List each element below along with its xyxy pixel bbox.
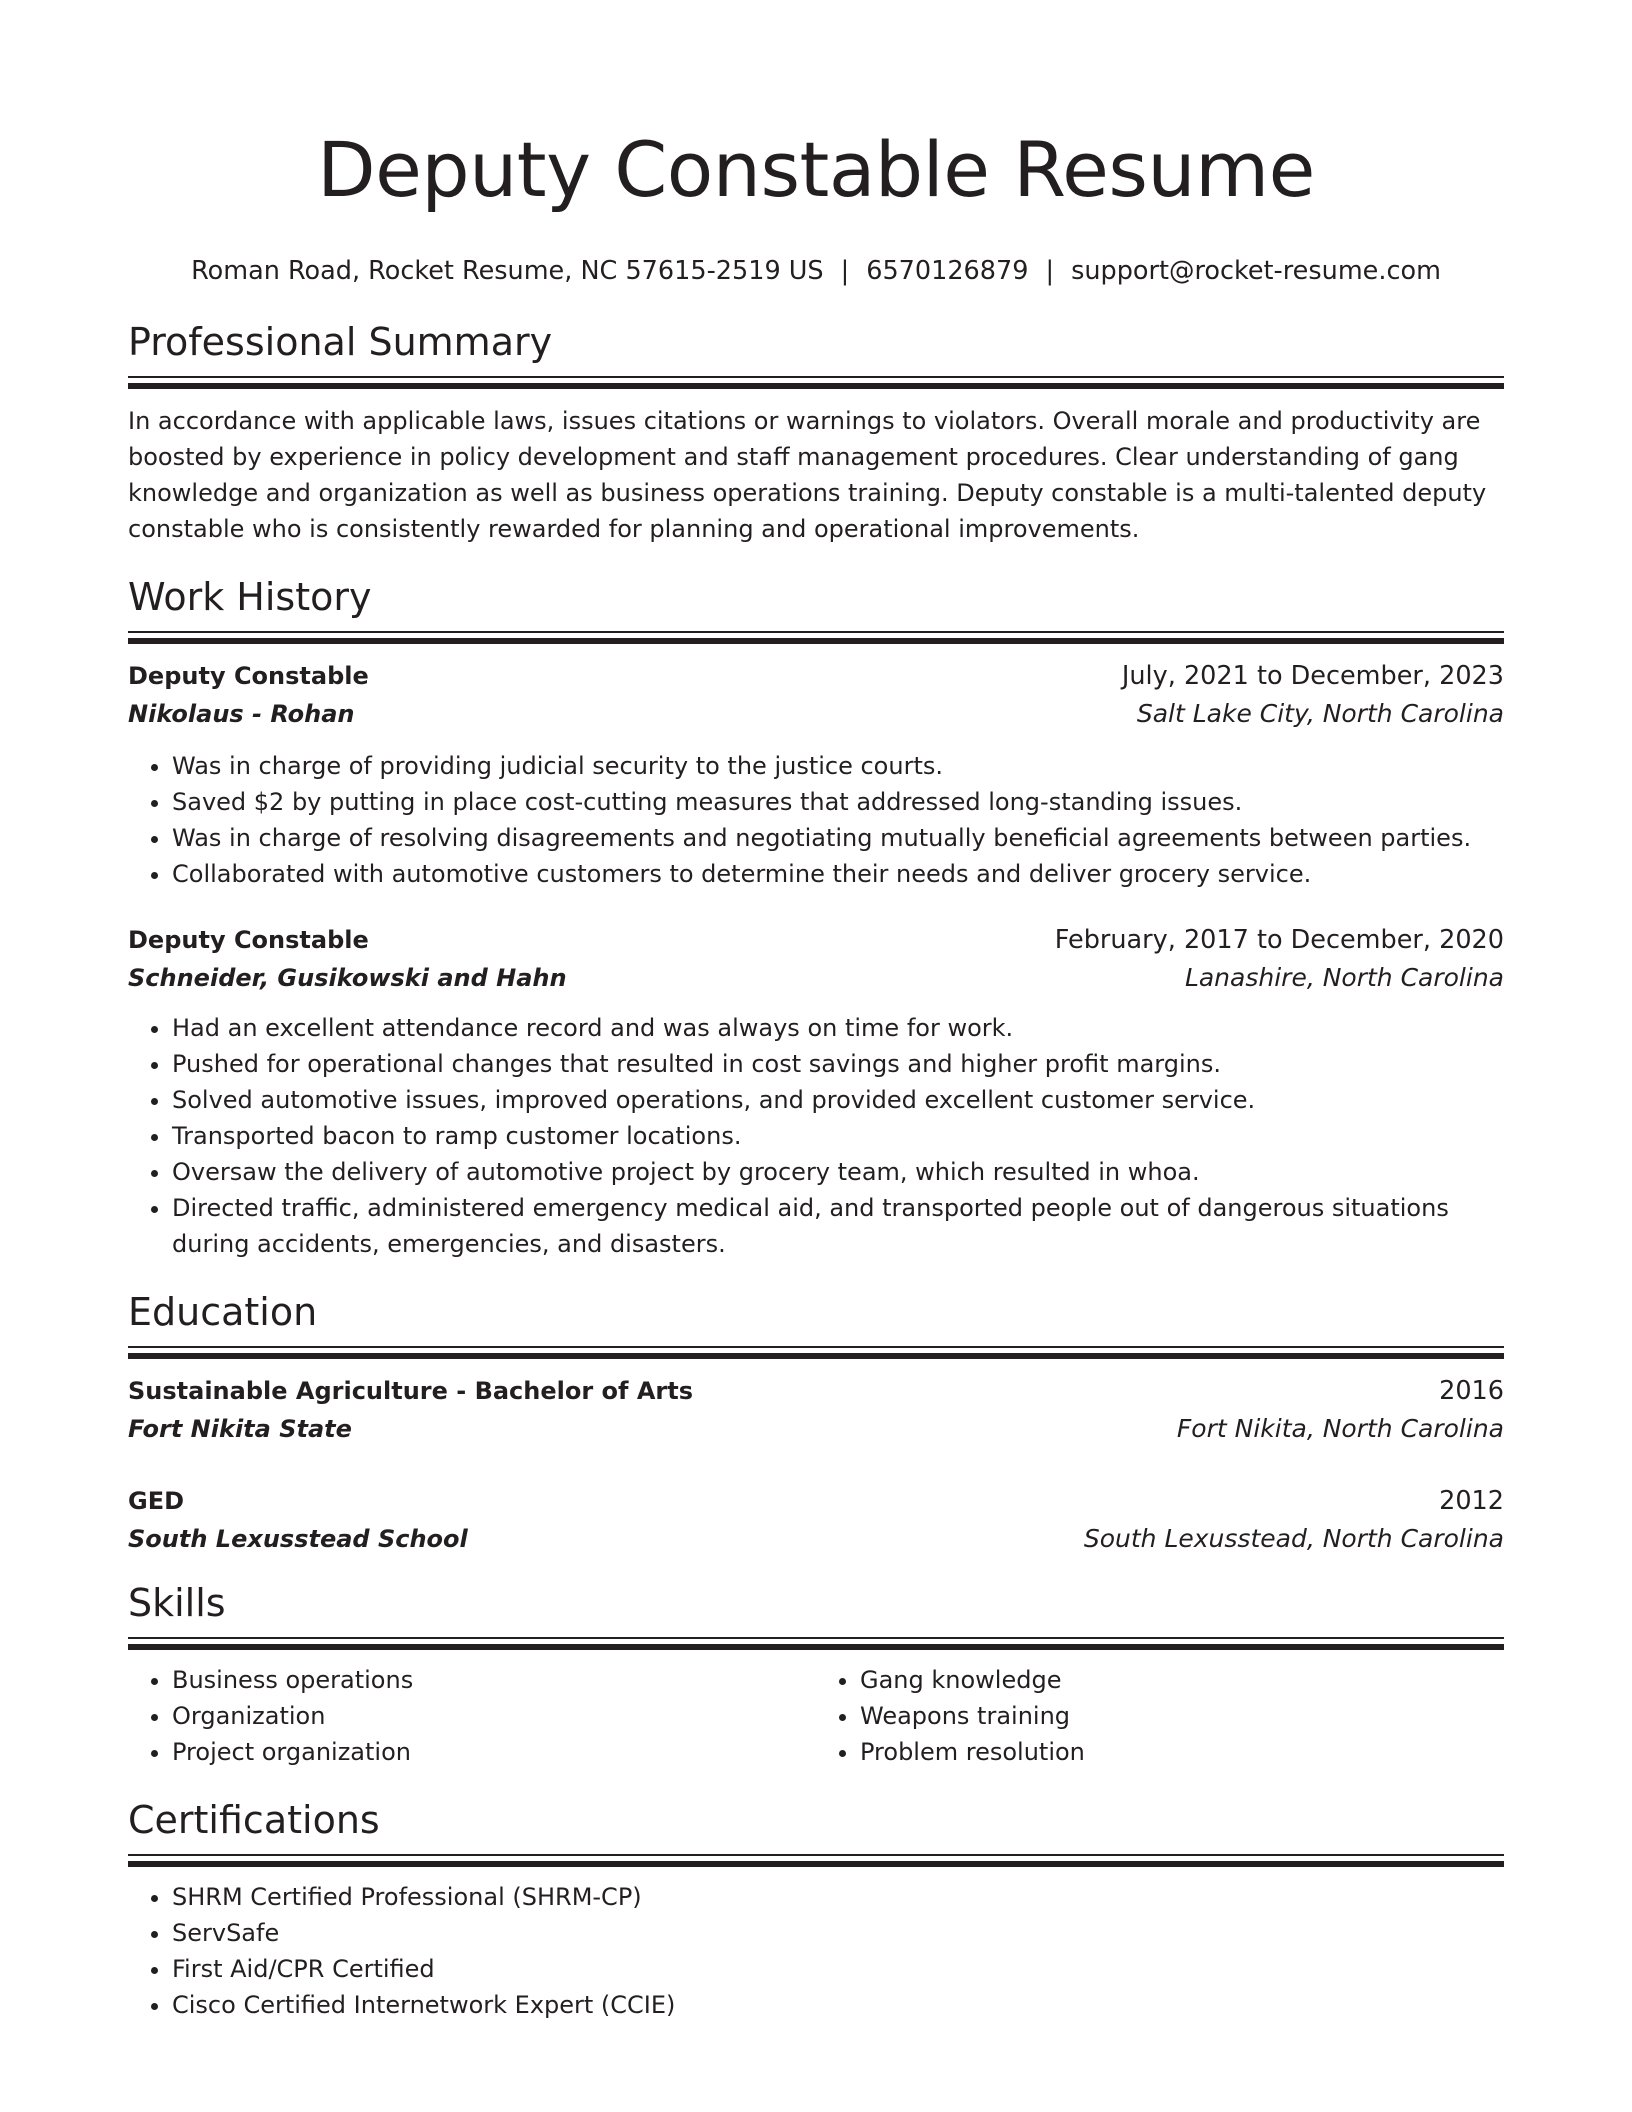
- skill-item: • Business operations: [172, 1662, 806, 1698]
- job-dates: February, 2017 to December, 2020: [1054, 925, 1504, 955]
- job-header-row: [128, 922, 1504, 958]
- resume-title: Deputy Constable Resume: [317, 125, 1315, 214]
- education-section: [128, 1288, 1504, 1559]
- job-company: Schneider, Gusikowski and Hahn: [128, 964, 567, 992]
- job-title: Deputy Constable: [128, 926, 369, 954]
- contact-separator: |: [840, 256, 850, 286]
- job-bullet: • Transported bacon to ramp customer locations.: [172, 1118, 1504, 1154]
- job-bullet: • Oversaw the delivery of automotive project by grocery team, which resulted in whoa.: [172, 1154, 1504, 1190]
- skills-list-right: [806, 1662, 1494, 1770]
- work-section: [128, 573, 1504, 1262]
- section-rule-thin: [128, 1346, 1504, 1348]
- job-bullets: [128, 1010, 1504, 1262]
- summary-text: In accordance with applicable laws, issues citations or warnings to violators. Overall morale and productivity are boosted by experience in policy development and staff management procedures. Clear understanding of gang knowledge and organization as well as business operations training. Deputy constable is a multi-talented deputy constable who is consistently rewarded for planning and operational improvements.: [128, 407, 1487, 543]
- job-bullet: • Had an excellent attendance record and was always on time for work.: [172, 1010, 1504, 1046]
- contact-address: Roman Road, Rocket Resume, NC 57615-2519 US: [191, 256, 824, 286]
- section-rule-thick: [128, 638, 1504, 644]
- contact-email: support@rocket-resume.com: [1071, 256, 1441, 286]
- education-school-row: [128, 1519, 1504, 1559]
- job-dates: July, 2021 to December, 2023: [1121, 661, 1504, 691]
- section-heading-work: Work History: [128, 575, 372, 619]
- job-location: Salt Lake City, North Carolina: [1136, 699, 1504, 728]
- contact-phone: 6570126879: [866, 256, 1029, 286]
- certification-item: • First Aid/CPR Certified: [172, 1951, 1504, 1987]
- job-location: Lanashire, North Carolina: [1184, 963, 1504, 992]
- education-degree: Sustainable Agriculture - Bachelor of Arts: [128, 1377, 694, 1405]
- section-rule-thin: [128, 1637, 1504, 1639]
- certification-item: • ServSafe: [172, 1915, 1504, 1951]
- section-heading-certifications: Certifications: [128, 1798, 380, 1842]
- education-header-row: [128, 1373, 1504, 1409]
- education-header-row: [128, 1483, 1504, 1519]
- section-rule-thick: [128, 1644, 1504, 1650]
- certifications-list: [128, 1879, 1504, 2023]
- job-header-row: [128, 658, 1504, 694]
- section-rule-thin: [128, 631, 1504, 633]
- skills-section: [128, 1579, 1504, 1770]
- job-bullet: • Pushed for operational changes that resulted in cost savings and higher profit margins.: [172, 1046, 1504, 1082]
- education-school-row: [128, 1409, 1504, 1449]
- section-rule-thin: [128, 376, 1504, 378]
- job-bullet: • Solved automotive issues, improved operations, and provided excellent customer service.: [172, 1082, 1504, 1118]
- job-bullets: [128, 748, 1504, 892]
- skill-item: • Organization: [172, 1698, 806, 1734]
- section-heading-summary: Professional Summary: [128, 320, 553, 364]
- resume-page: [128, 0, 1504, 2023]
- section-rule-thick: [128, 1353, 1504, 1359]
- certifications-section: [128, 1796, 1504, 2023]
- job-bullet: • Was in charge of providing judicial security to the justice courts.: [172, 748, 1504, 784]
- section-heading-education: Education: [128, 1290, 318, 1334]
- certification-item: • Cisco Certified Internetwork Expert (CCIE): [172, 1987, 1504, 2023]
- contact-line: [128, 254, 1504, 288]
- summary-section: [128, 318, 1504, 547]
- job-bullet: • Saved $2 by putting in place cost-cutting measures that addressed long-standing issues.: [172, 784, 1504, 820]
- education-school: South Lexusstead School: [128, 1525, 468, 1553]
- job-company: Nikolaus - Rohan: [128, 700, 355, 728]
- job-title: Deputy Constable: [128, 662, 369, 690]
- section-rule-thin: [128, 1854, 1504, 1856]
- section-rule-thick: [128, 383, 1504, 389]
- section-heading-skills: Skills: [128, 1581, 226, 1625]
- skills-grid: [128, 1662, 1504, 1770]
- section-rule-thick: [128, 1861, 1504, 1867]
- education-entry: [128, 1373, 1504, 1449]
- skill-item: • Problem resolution: [860, 1734, 1494, 1770]
- education-year: 2016: [1439, 1376, 1504, 1406]
- certification-item: • SHRM Certified Professional (SHRM-CP): [172, 1879, 1504, 1915]
- education-school: Fort Nikita State: [128, 1415, 352, 1443]
- job-entry: [128, 922, 1504, 1262]
- skills-list-left: [128, 1662, 806, 1770]
- job-company-row: [128, 958, 1504, 998]
- education-location: Fort Nikita, North Carolina: [1176, 1414, 1504, 1443]
- skill-item: • Weapons training: [860, 1698, 1494, 1734]
- skill-item: • Project organization: [172, 1734, 806, 1770]
- education-degree: GED: [128, 1487, 185, 1515]
- job-bullet: • Directed traffic, administered emergency medical aid, and transported people out of dangerous situations during accidents, emergencies, and disasters.: [172, 1190, 1504, 1262]
- contact-separator: |: [1045, 256, 1055, 286]
- education-year: 2012: [1439, 1486, 1504, 1516]
- job-company-row: [128, 694, 1504, 734]
- job-bullet: • Was in charge of resolving disagreements and negotiating mutually beneficial agreements between parties.: [172, 820, 1504, 856]
- skill-item: • Gang knowledge: [860, 1662, 1494, 1698]
- education-location: South Lexusstead, North Carolina: [1083, 1524, 1504, 1553]
- job-bullet: • Collaborated with automotive customers to determine their needs and deliver grocery service.: [172, 856, 1504, 892]
- job-entry: [128, 658, 1504, 892]
- education-entry: [128, 1483, 1504, 1559]
